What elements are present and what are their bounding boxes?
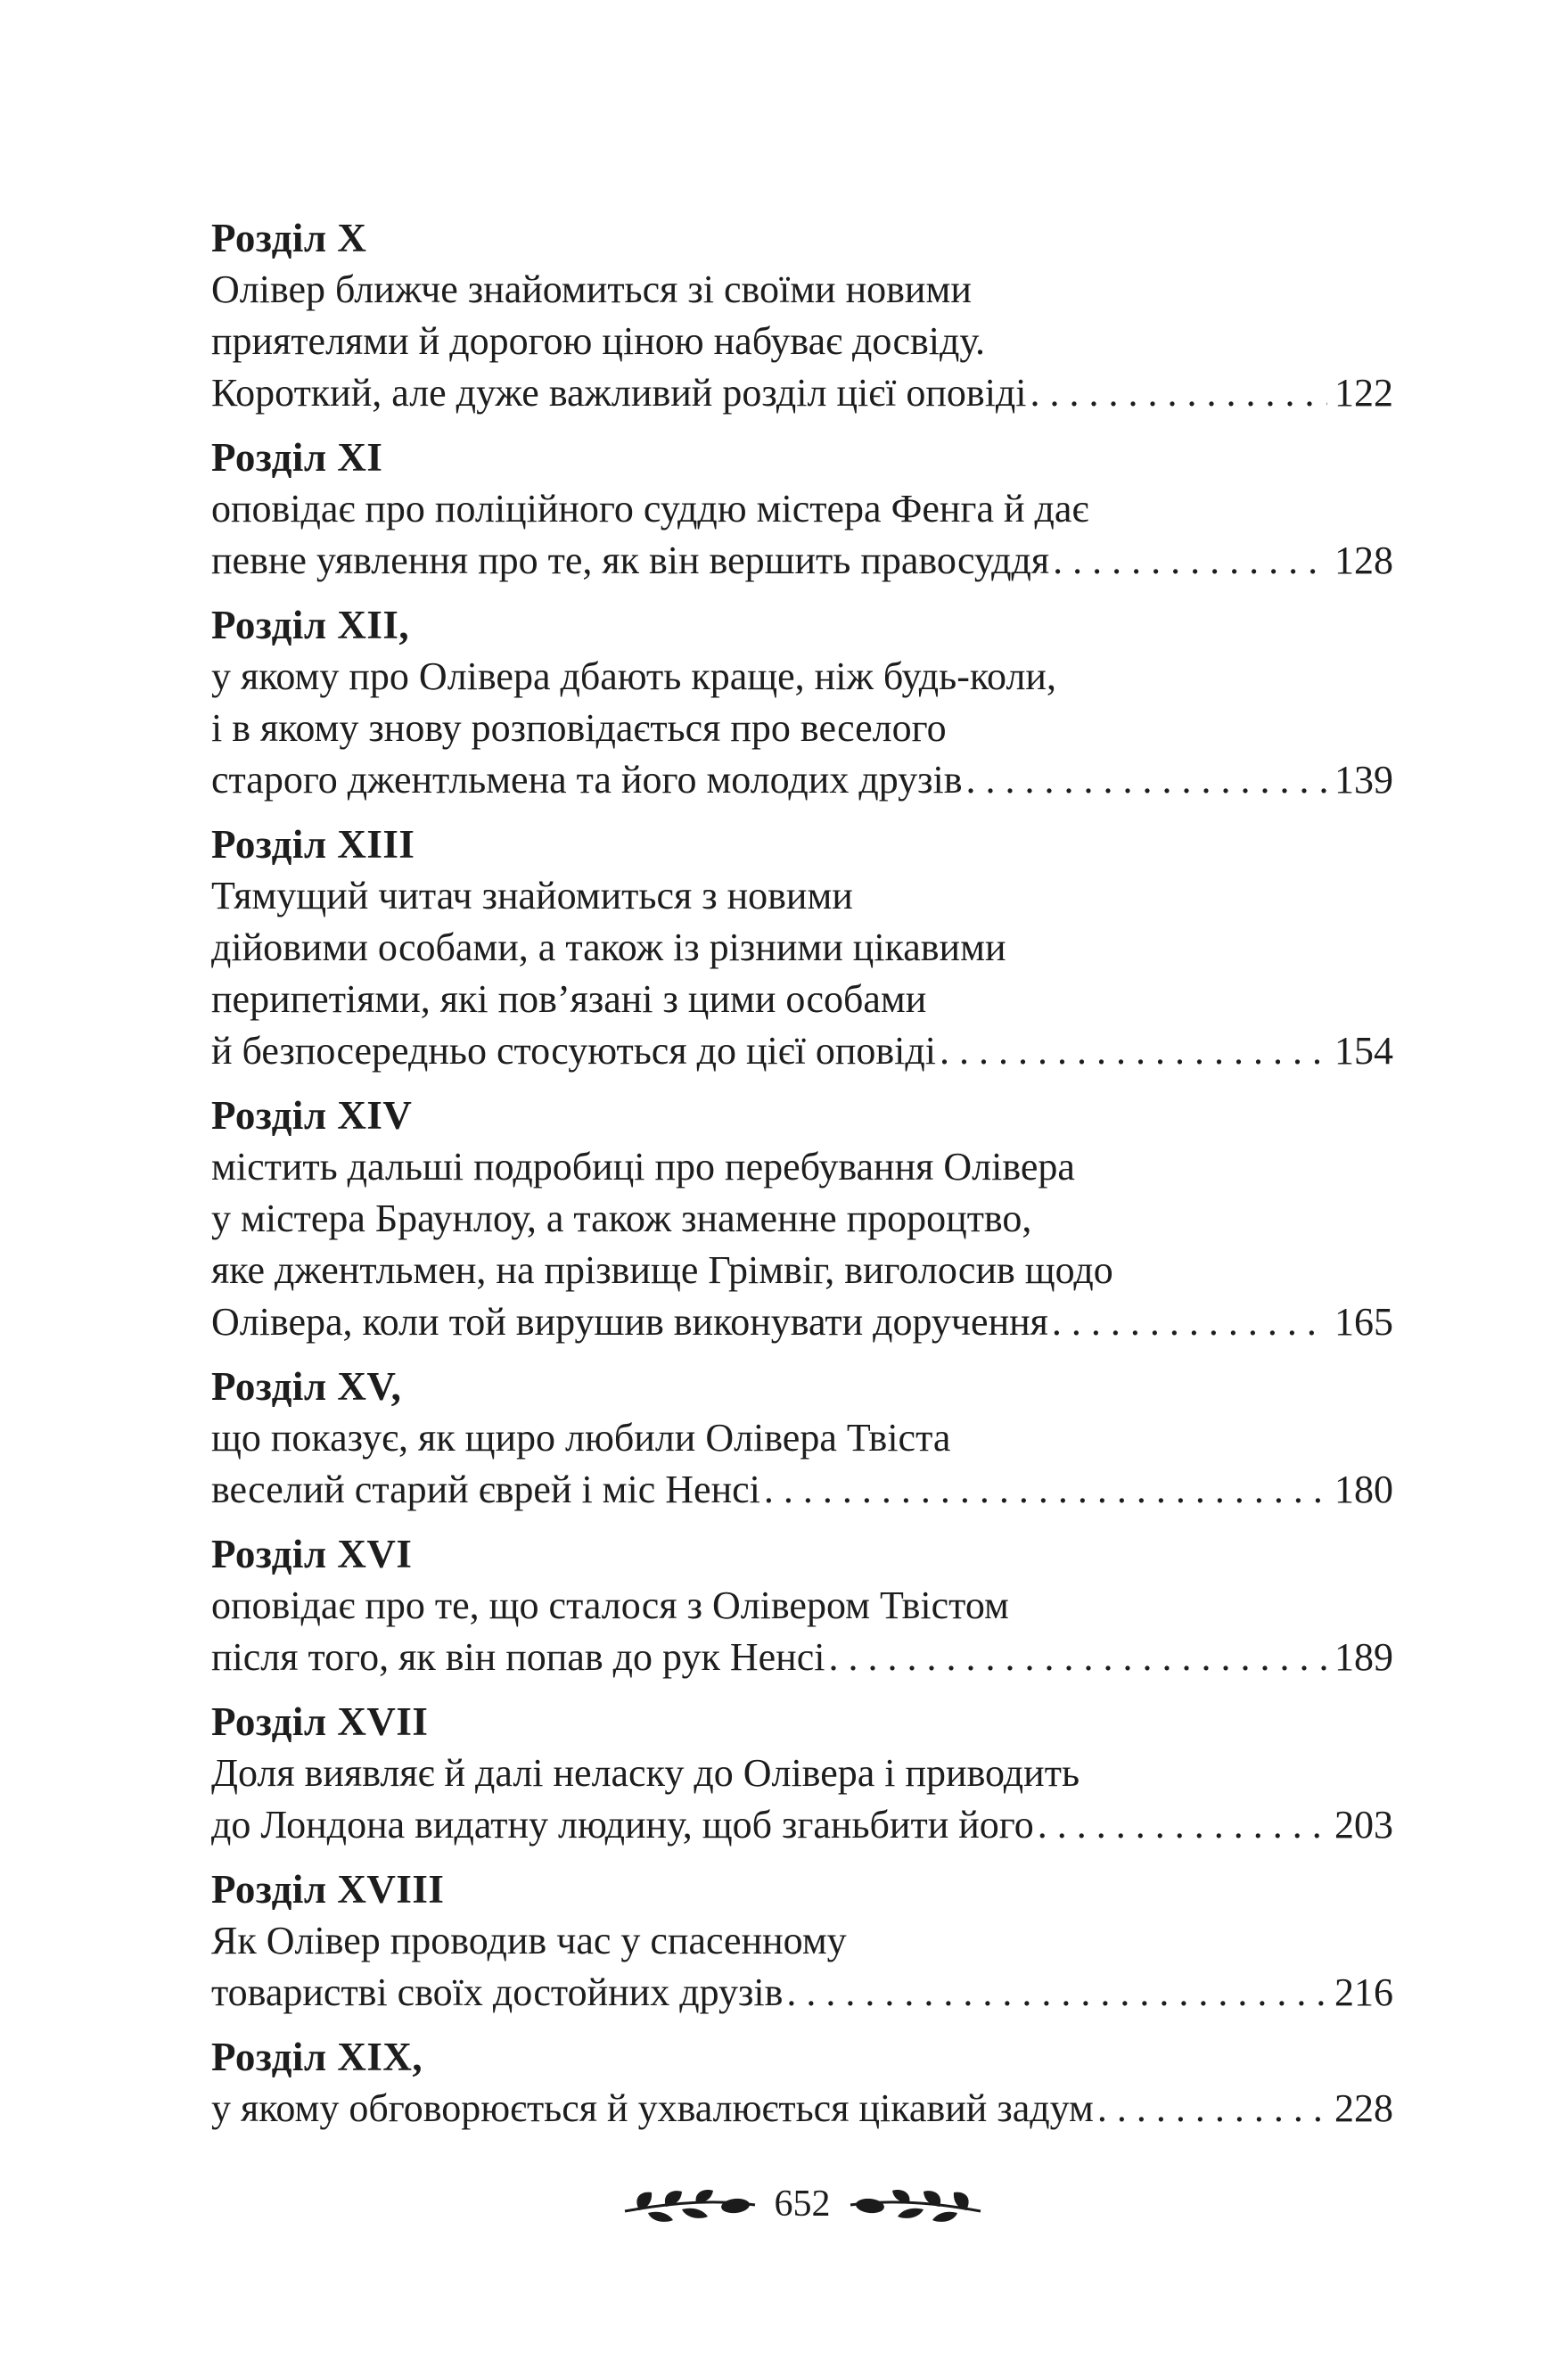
chapter-page-number: 154 [1334, 1029, 1393, 1073]
chapter-heading: Розділ XVIII [211, 1867, 445, 1912]
chapter-description-line: дійовими особами, а також із різними цікавими [211, 925, 1006, 969]
chapter-entry-last-line [211, 1632, 1393, 1683]
chapter-description-text: певне уявлення про те, як він вершить правосуддя [211, 539, 1050, 582]
chapter-heading: Розділ XII, [211, 603, 410, 647]
leaf-flourish-left-icon [623, 2184, 757, 2224]
chapter-entry-last-line [211, 367, 1393, 419]
chapter-description-text: після того, як він попав до рук Ненсі [211, 1635, 825, 1679]
chapter-description-line: оповідає про те, що сталося з Олівером Твістом [211, 1583, 1009, 1627]
chapter-description-text: й безпосередньо стосуються до цієї оповіді [211, 1029, 936, 1073]
chapter-entry-last-line [211, 1967, 1393, 2019]
chapter-description-line: що показує, як щиро любили Олівера Твіста [211, 1416, 951, 1460]
dot-leader [940, 1025, 1327, 1077]
chapter-heading: Розділ XVII [211, 1699, 429, 1744]
table-of-contents [211, 212, 1393, 2135]
dot-leader [1053, 535, 1327, 587]
page-footer [211, 2183, 1393, 2225]
chapter-entry-last-line [211, 1025, 1393, 1077]
chapter-page-number: 203 [1334, 1803, 1393, 1847]
chapter-description-line: приятелями й дорогою ціною набуває досвіду. [211, 319, 986, 363]
toc-entry [211, 1863, 1393, 2019]
chapter-entry-last-line [211, 1799, 1393, 1851]
dot-leader [1038, 1799, 1327, 1851]
chapter-page-number: 122 [1334, 371, 1393, 415]
chapter-entry-last-line [211, 754, 1393, 806]
chapter-page-number: 165 [1334, 1300, 1393, 1344]
chapter-description-line: Тямущий читач знайомиться з новими [211, 874, 853, 917]
dot-leader [1030, 367, 1327, 419]
chapter-description-text: до Лондона видатну людину, щоб зганьбити його [211, 1803, 1034, 1847]
chapter-description-text: веселий старий єврей і міс Ненсі [211, 1468, 760, 1511]
chapter-description-text: товаристві своїх достойних друзів [211, 1970, 784, 2014]
chapter-page-number: 228 [1334, 2086, 1393, 2130]
chapter-entry-last-line [211, 535, 1393, 587]
chapter-page-number: 189 [1334, 1635, 1393, 1679]
toc-entry [211, 1090, 1393, 1348]
chapter-description-line: у якому про Олівера дбають краще, ніж будь-коли, [211, 654, 1056, 698]
dot-leader [966, 754, 1327, 806]
chapter-entry-last-line [211, 2083, 1393, 2135]
toc-entry [211, 432, 1393, 587]
dot-leader [764, 1464, 1327, 1516]
toc-entry [211, 2031, 1393, 2135]
chapter-description-text: Короткий, але дуже важливий розділ цієї оповіді [211, 371, 1027, 415]
chapter-heading: Розділ X [211, 216, 367, 260]
chapter-description-line: Олівер ближче знайомиться зі своїми новими [211, 267, 972, 311]
toc-entry [211, 599, 1393, 806]
dot-leader [786, 1967, 1327, 2019]
toc-entry [211, 1361, 1393, 1516]
chapter-page-number: 180 [1334, 1468, 1393, 1511]
chapter-description-text: у якому обговорюється й ухвалюється цікавий задум [211, 2086, 1094, 2130]
chapter-description-text: Олівера, коли той вирушив виконувати доручення [211, 1300, 1048, 1344]
chapter-page-number: 128 [1334, 539, 1393, 582]
page-number: 652 [774, 2184, 831, 2225]
chapter-entry-last-line [211, 1464, 1393, 1516]
toc-entry [211, 212, 1393, 419]
leaf-flourish-right-icon [849, 2184, 982, 2224]
toc-entry [211, 818, 1393, 1077]
chapter-description-line: і в якому знову розповідається про веселого [211, 706, 947, 750]
chapter-description-line: містить дальші подробиці про перебування Олівера [211, 1145, 1075, 1189]
chapter-heading: Розділ XI [211, 435, 383, 480]
chapter-entry-last-line [211, 1296, 1393, 1348]
chapter-page-number: 139 [1334, 758, 1393, 802]
chapter-page-number: 216 [1334, 1970, 1393, 2014]
chapter-heading: Розділ XVI [211, 1532, 413, 1576]
chapter-heading: Розділ XIV [211, 1093, 413, 1138]
chapter-description-line: перипетіями, які пов’язані з цими особами [211, 977, 927, 1021]
chapter-description-line: яке джентльмен, на прізвище Грімвіг, виголосив щодо [211, 1248, 1113, 1292]
chapter-description-line: у містера Браунлоу, а також знаменне пророцтво, [211, 1197, 1032, 1240]
dot-leader [828, 1632, 1327, 1683]
chapter-description-line: Доля виявляє й далі неласку до Олівера і приводить [211, 1751, 1080, 1795]
dot-leader [1052, 1296, 1327, 1348]
toc-entry [211, 1696, 1393, 1851]
chapter-description-text: старого джентльмена та його молодих друзів [211, 758, 963, 802]
toc-entry [211, 1528, 1393, 1683]
dot-leader [1097, 2083, 1327, 2135]
chapter-description-line: Як Олівер проводив час у спасенному [211, 1919, 847, 1962]
chapter-description-line: оповідає про поліційного суддю містера Фенга й дає [211, 487, 1089, 531]
chapter-heading: Розділ XIII [211, 822, 415, 867]
chapter-heading: Розділ XIX, [211, 2035, 423, 2079]
chapter-heading: Розділ XV, [211, 1364, 402, 1409]
